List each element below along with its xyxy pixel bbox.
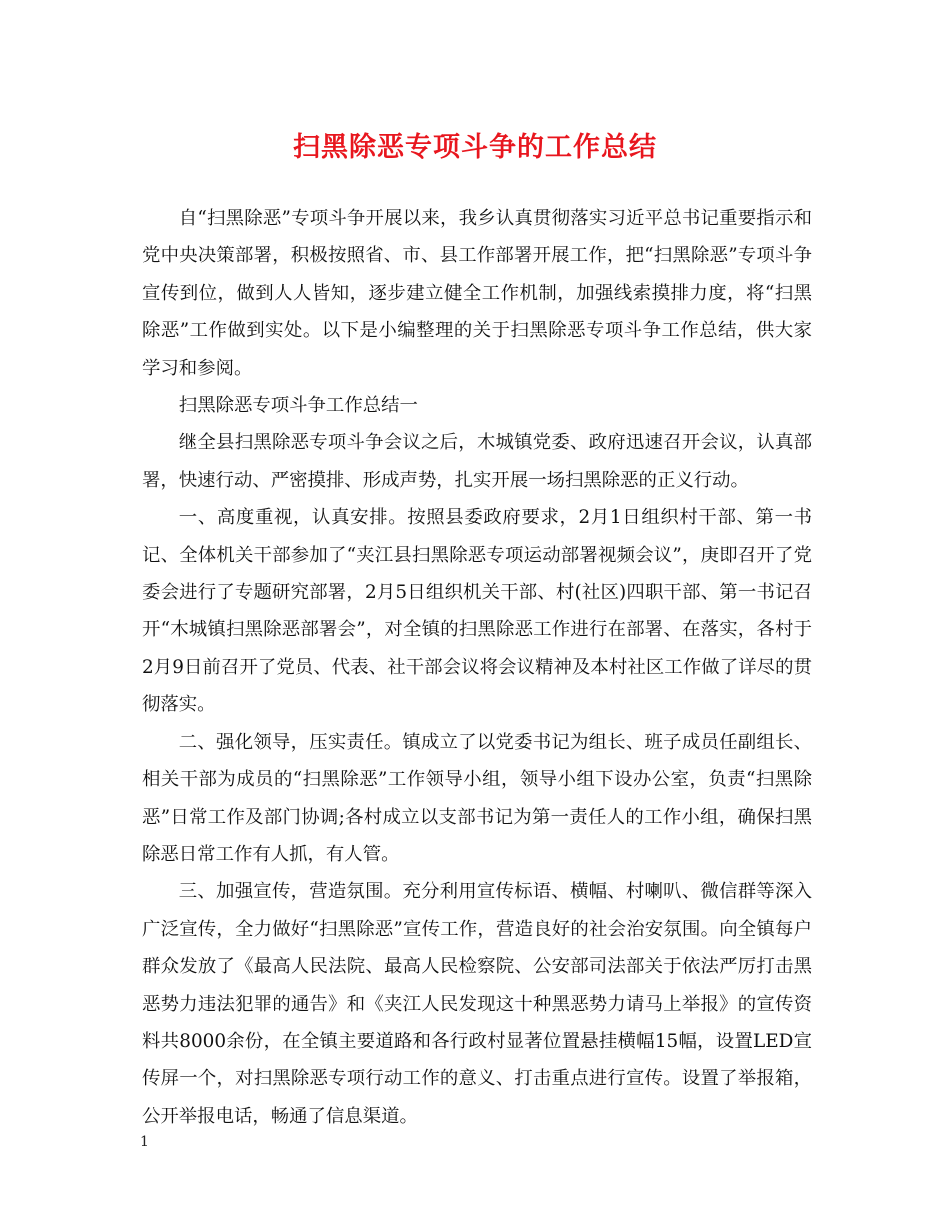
body-paragraph: 一、高度重视，认真安排。按照县委政府要求，2月1日组织村干部、第一书记、全体机关干部参加了“夹江县扫黑除恶专项运动部署视频会议”，庚即召开了党委会进行了专题研究部署，2月5日组织机关干部、村(社区)四职干部、第一书记召开“木城镇扫黑除恶部署会”，对全镇的扫黑除恶工作进行在部署、在落实，各村于2月9日前召开了党员、代表、社干部会议将会议精神及本村社区工作做了详尽的贯彻落实。	[142, 507, 812, 716]
body-paragraph: 继全县扫黑除恶专项斗争会议之后，木城镇党委、政府迅速召开会议，认真部署，快速行动、严密摸排、形成声势，扎实开展一场扫黑除恶的正义行动。	[142, 432, 812, 491]
document-body	[142, 200, 812, 1135]
page-number: 1	[140, 1134, 149, 1150]
body-paragraph: 三、加强宣传，营造氛围。充分利用宣传标语、横幅、村喇叭、微信群等深入广泛宣传，全力做好“扫黑除恶”宣传工作，营造良好的社会治安氛围。向全镇每户群众发放了《最高人民法院、最高人民检察院、公安部司法部关于依法严厉打击黑恶势力违法犯罪的通告》和《夹江人民发现这十种黑恶势力请马上举报》的宣传资料共8000余份，在全镇主要道路和各行政村显著位置悬挂横幅15幅，设置LED宣传屏一个，对扫黑除恶专项行动工作的意义、打击重点进行宣传。设置了举报箱，公开举报电话，畅通了信息渠道。	[142, 881, 812, 1127]
intro-paragraph: 自“扫黑除恶”专项斗争开展以来，我乡认真贯彻落实习近平总书记重要指示和党中央决策部署，积极按照省、市、县工作部署开展工作，把“扫黑除恶”专项斗争宣传到位，做到人人皆知，逐步建立健全工作机制，加强线索摸排力度，将“扫黑除恶”工作做到实处。以下是小编整理的关于扫黑除恶专项斗争工作总结，供大家学习和参阅。	[142, 208, 812, 379]
document-title: 扫黑除恶专项斗争的工作总结	[293, 132, 657, 163]
body-paragraph: 二、强化领导，压实责任。镇成立了以党委书记为组长、班子成员任副组长、相关干部为成员的“扫黑除恶”工作领导小组，领导小组下设办公室，负责“扫黑除恶”日常工作及部门协调;各村成立以支部书记为第一责任人的工作小组，确保扫黑除恶日常工作有人抓，有人管。	[142, 731, 812, 865]
section-heading: 扫黑除恶专项斗争工作总结一	[178, 395, 418, 417]
